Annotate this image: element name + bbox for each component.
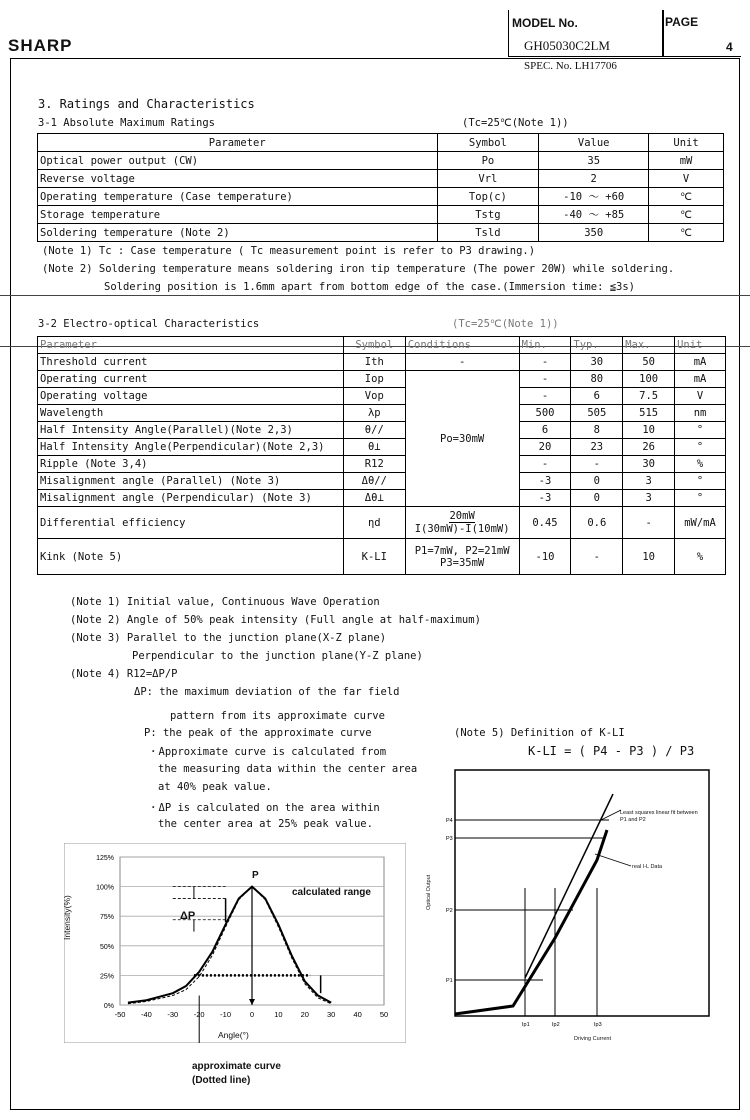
x-tick-label: -40: [140, 1010, 152, 1019]
calculated-range-label: calculated range: [292, 887, 371, 898]
far-field-chart: [64, 843, 406, 1043]
cell: 3: [623, 490, 675, 507]
cell: ℃: [649, 206, 724, 224]
x-tick-label: 0: [249, 1010, 255, 1019]
eo-note-4-bullet2: ・ΔP is calculated on the area within: [148, 802, 380, 814]
x-level-label: Ip3: [594, 1022, 602, 1028]
cell: Reverse voltage: [38, 170, 438, 188]
table-row: [38, 224, 724, 242]
cell: %: [675, 456, 726, 473]
table-row: [38, 405, 726, 422]
cell: Misalignment angle (Parallel) (Note 3): [38, 473, 344, 490]
cell: Ripple (Note 3,4): [38, 456, 344, 473]
table-row: [38, 388, 726, 405]
cell: 3: [623, 473, 675, 490]
cell: -: [623, 507, 675, 539]
x-tick-label: 40: [353, 1010, 362, 1019]
cell: ℃: [649, 188, 724, 206]
table-row: [38, 152, 724, 170]
cell: Vop: [343, 388, 405, 405]
cell: Δθ//: [343, 473, 405, 490]
cell: Optical power output (CW): [38, 152, 438, 170]
cell: Soldering temperature (Note 2): [38, 224, 438, 242]
cell: 7.5: [623, 388, 675, 405]
cell: 20: [519, 439, 571, 456]
note5-title: (Note 5) Definition of K-LI: [454, 727, 625, 739]
cell: 80: [571, 371, 623, 388]
abs-note-2: (Note 2) Soldering temperature means soldering iron tip temperature (The power 20W) while soldering.: [42, 263, 675, 275]
cell: Operating temperature (Case temperature): [38, 188, 438, 206]
y-tick-label: 25%: [99, 973, 114, 981]
table-header-row: [38, 337, 726, 354]
eo-note-4: (Note 4) R12=ΔP/P: [70, 668, 178, 680]
x-tick-label: -50: [114, 1010, 126, 1019]
cell: 6: [571, 388, 623, 405]
header-cell: Min.: [519, 337, 571, 354]
cell: λp: [343, 405, 405, 422]
cell: V: [649, 170, 724, 188]
eo-note-4-bullet2-cont: the center area at 25% peak value.: [158, 818, 373, 830]
cell: %: [675, 539, 726, 575]
cell: -: [519, 354, 571, 371]
linear-fit-label: Least squares linear fit between P1 and P2: [620, 810, 698, 823]
y-tick-label: 0%: [103, 1003, 114, 1010]
header-cell: Parameter: [38, 134, 438, 152]
x-axis-label: Angle(°): [218, 1030, 249, 1040]
cell: -: [571, 539, 623, 575]
header-cell: Unit: [675, 337, 726, 354]
cell: -10 ～ +60: [539, 188, 649, 206]
header-cell: Conditions: [405, 337, 519, 354]
cell: K-LI: [343, 539, 405, 575]
table-row: [38, 490, 726, 507]
optical-output-label: Optical Output: [426, 874, 432, 910]
cell: mA: [675, 371, 726, 388]
eo-note-4-dp: ΔP: the maximum deviation of the far field: [134, 686, 400, 698]
header-cell: Parameter: [38, 337, 344, 354]
cell: 0: [571, 490, 623, 507]
cell: °: [675, 490, 726, 507]
delta-p-label: ΔP: [180, 910, 196, 922]
cell: Half Intensity Angle(Perpendicular)(Note 2,3): [38, 439, 344, 456]
cell: mW/mA: [675, 507, 726, 539]
header-cell: Symbol: [437, 134, 539, 152]
cell: 26: [623, 439, 675, 456]
x-tick-label: 10: [274, 1010, 283, 1019]
abs-max-title: 3-1 Absolute Maximum Ratings: [38, 117, 216, 129]
cell: Δθ⊥: [343, 490, 405, 507]
cell: 30: [623, 456, 675, 473]
cell: mW: [649, 152, 724, 170]
cell: 23: [571, 439, 623, 456]
abs-note-2-cont: Soldering position is 1.6mm apart from bottom edge of the case.(Immersion time: ≦3s): [104, 281, 636, 293]
cell: 515: [623, 405, 675, 422]
driving-current-label: Driving Current: [574, 1036, 611, 1042]
x-tick-label: -30: [167, 1010, 179, 1019]
approx-curve-label: approximate curve (Dotted line): [192, 1061, 281, 1086]
page-number: 4: [726, 40, 733, 54]
cell: 10: [623, 539, 675, 575]
eo-note-3: (Note 3) Parallel to the junction plane(X-Z plane): [70, 632, 387, 644]
cell: V: [675, 388, 726, 405]
table-row: [38, 170, 724, 188]
header-cell: Typ.: [571, 337, 623, 354]
page-label: PAGE: [665, 15, 699, 29]
cell: 505: [571, 405, 623, 422]
efficiency-condition-cell: [405, 507, 519, 539]
eo-note-4-dp-cont: pattern from its approximate curve: [170, 710, 385, 722]
model-number: GH05030C2LM: [524, 38, 610, 53]
header-cell: Unit: [649, 134, 724, 152]
cell: Po: [437, 152, 539, 170]
header-cell: Value: [539, 134, 649, 152]
x-tick-label: 30: [327, 1010, 336, 1019]
header-cell: Symbol: [343, 337, 405, 354]
table-row: [38, 456, 726, 473]
cell: 10: [623, 422, 675, 439]
real-il-data-label: real I-L Data: [632, 864, 663, 870]
kink-condition-line2: P3=35mW: [440, 556, 485, 569]
abs-max-condition: (Tc=25℃(Note 1)): [462, 117, 569, 129]
cell: 6: [519, 422, 571, 439]
eo-note-3-cont: Perpendicular to the junction plane(Y-Z plane): [132, 650, 423, 662]
cell: Half Intensity Angle(Parallel)(Note 2,3): [38, 422, 344, 439]
eo-note-2: (Note 2) Angle of 50% peak intensity (Full angle at half-maximum): [70, 614, 481, 626]
eo-note-4-bullet1-cont: the measuring data within the center area: [158, 763, 418, 775]
cell: Operating voltage: [38, 388, 344, 405]
cell: 30: [571, 354, 623, 371]
cell: 500: [519, 405, 571, 422]
sharp-logo: SHARP: [8, 36, 73, 55]
cell: -: [519, 371, 571, 388]
cell: -: [405, 354, 519, 371]
header-cell: Max.: [623, 337, 675, 354]
y-level-label: P3: [446, 836, 453, 842]
cell: 0.6: [571, 507, 623, 539]
cell: Kink (Note 5): [38, 539, 344, 575]
cell: Operating current: [38, 371, 344, 388]
table-header-row: [38, 134, 724, 152]
table-row: [38, 188, 724, 206]
cell: -40 ～ +85: [539, 206, 649, 224]
efficiency-denominator: I(30mW)-I(10mW): [414, 523, 510, 535]
eo-title: 3-2 Electro-optical Characteristics: [38, 318, 260, 330]
table-row: [38, 473, 726, 490]
peak-label: P: [252, 870, 259, 881]
spec-number: SPEC. No. LH17706: [524, 60, 617, 72]
eo-note-1: (Note 1) Initial value, Continuous Wave Operation: [70, 596, 380, 608]
y-tick-label: 50%: [99, 943, 114, 951]
cell: -: [519, 456, 571, 473]
model-label: MODEL No.: [512, 16, 578, 30]
cell: θ⊥: [343, 439, 405, 456]
cell: Differential efficiency: [38, 507, 344, 539]
kink-condition-line1: P1=7mW, P2=21mW: [414, 544, 510, 557]
eo-note-4-bullet1-cont2: at 40% peak value.: [158, 781, 272, 793]
cell: 0: [571, 473, 623, 490]
table-row: [38, 439, 726, 456]
cell: -3: [519, 473, 571, 490]
section-title: 3. Ratings and Characteristics: [38, 97, 255, 111]
cell: -3: [519, 490, 571, 507]
abs-note-1: (Note 1) Tc : Case temperature ( Tc measurement point is refer to P3 drawing.): [42, 245, 536, 257]
y-tick-label: 75%: [99, 914, 114, 922]
cell: Misalignment angle (Perpendicular) (Note 3): [38, 490, 344, 507]
eo-table: [37, 336, 726, 575]
table-row: [38, 539, 726, 575]
x-tick-label: -10: [220, 1010, 232, 1019]
x-tick-label: 20: [300, 1010, 309, 1019]
eo-condition: (Tc=25℃(Note 1)): [452, 318, 559, 330]
y-level-label: P4: [446, 818, 453, 824]
y-level-label: P1: [446, 978, 453, 984]
table-row: [38, 354, 726, 371]
y-tick-label: 100%: [96, 884, 114, 892]
cell: -: [571, 456, 623, 473]
cell: -10: [519, 539, 571, 575]
cell: 8: [571, 422, 623, 439]
cell: 50: [623, 354, 675, 371]
note5-formula: K-LI = ( P4 - P3 ) / P3: [528, 744, 695, 758]
table-row: [38, 371, 726, 388]
x-level-label: Ip1: [522, 1022, 530, 1028]
cell: Storage temperature: [38, 206, 438, 224]
cell: Top(c): [437, 188, 539, 206]
eo-note-4-p: P: the peak of the approximate curve: [144, 727, 372, 739]
cell: mA: [675, 354, 726, 371]
cell: 0.45: [519, 507, 571, 539]
cell: Tstg: [437, 206, 539, 224]
cell: Iop: [343, 371, 405, 388]
eo-note-4-bullet1: ・Approximate curve is calculated from: [148, 746, 387, 758]
cell: ℃: [649, 224, 724, 242]
table-row: [38, 507, 726, 539]
cell: nm: [675, 405, 726, 422]
table-row: [38, 422, 726, 439]
cell: Ith: [343, 354, 405, 371]
cell: °: [675, 422, 726, 439]
cell: Threshold current: [38, 354, 344, 371]
cell: °: [675, 439, 726, 456]
merged-condition-cell: Po=30mW: [405, 371, 519, 507]
cell: 350: [539, 224, 649, 242]
cell: 100: [623, 371, 675, 388]
efficiency-numerator: 20mW: [449, 510, 475, 522]
x-level-label: Ip2: [552, 1022, 560, 1028]
cell: -: [519, 388, 571, 405]
cell: Tsld: [437, 224, 539, 242]
abs-max-table: [37, 133, 724, 242]
table-row: [38, 206, 724, 224]
y-level-label: P2: [446, 908, 453, 914]
cell: Wavelength: [38, 405, 344, 422]
y-tick-label: 125%: [96, 855, 114, 862]
cell: ηd: [343, 507, 405, 539]
kink-condition-cell: [405, 539, 519, 575]
cell: R12: [343, 456, 405, 473]
cell: 2: [539, 170, 649, 188]
y-axis-label: Intensity(%): [62, 895, 72, 940]
x-tick-label: 50: [379, 1010, 389, 1019]
cell: θ//: [343, 422, 405, 439]
cell: °: [675, 473, 726, 490]
cell: Vrl: [437, 170, 539, 188]
x-tick-label: -20: [193, 1010, 205, 1019]
cell: 35: [539, 152, 649, 170]
scan-line: [0, 295, 750, 296]
